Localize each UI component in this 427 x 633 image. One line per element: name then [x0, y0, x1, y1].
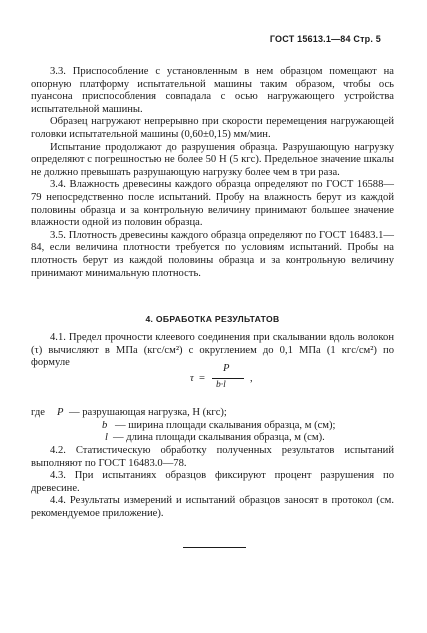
legend-row-l [31, 432, 401, 445]
formula-numerator: P [223, 363, 230, 374]
running-head: ГОСТ 15613.1—84 Стр. 5 [269, 34, 381, 44]
legend-symbol-p: P [57, 407, 64, 418]
paragraph-3-4: 3.4. Влажность древесины каждого образца определяют по ГОСТ 16588—79 непосредственно после испытаний. Пробу на влажность берут из каждой половины образца и за контрольную величину принимают большее значение влажности одной из половин образца. [31, 179, 394, 229]
section-4-heading: 4. ОБРАБОТКА РЕЗУЛЬТАТОВ [145, 314, 280, 324]
formula-comma: , [250, 373, 253, 384]
paragraph-4-4: 4.4. Результаты измерений и испытаний образцов заносят в протокол (см. рекомендуемое приложение). [31, 495, 394, 519]
formula-equals: = [199, 373, 205, 384]
paragraph-4-1-block [31, 332, 394, 370]
legend-text-p: — разрушающая нагрузка, Н (кгс); [69, 407, 227, 418]
fraction-bar [212, 378, 244, 379]
paragraph-3-5: 3.5. Плотность древесины каждого образца определяют по ГОСТ 16483.1—84, если величина плотности требуется по условиям испытаний. Пробы на плотность берут из каждой половины образца и за контрольную величину принимают минимальную плотность. [31, 229, 394, 279]
legend-symbol-l: l [105, 432, 108, 444]
formula-denominator: b·l [216, 380, 226, 390]
paragraph-3-3: 3.3. Приспособление с установленным в нем образцом помещают на опорную платформу испытательной машины таким образом, чтобы ось пуансона приспособления совпадала с осью нагружающего устройства испытательной машины. [31, 66, 394, 115]
end-rule [183, 547, 246, 548]
section-3-continuation [31, 66, 394, 280]
legend-text-l: — длина площади скалывания образца, м (см). [113, 432, 325, 444]
paragraph-4-3: 4.3. При испытаниях образцов фиксируют процент разрушения по древесине. [31, 470, 394, 494]
paragraph-4-1: 4.1. Предел прочности клеевого соединения при скалывании вдоль волокон (τ) вычисляют в МПа (кгс/см²) с округлением до 0,1 МПа (1 кгс/см²) по формуле [31, 332, 394, 369]
legend-symbol-b: b [102, 419, 108, 431]
paragraph-4-2: 4.2. Статистическую обработку полученных результатов испытаний выполняют по ГОСТ 16483.0—78. [31, 445, 394, 469]
formula-tau: τ [190, 373, 194, 384]
formula-legend [31, 407, 401, 445]
legend-row-p [31, 407, 401, 420]
legend-prefix: где [31, 407, 45, 418]
paragraph-test-procedure: Испытание продолжают до разрушения образца. Разрушающую нагрузку определяют с погрешностью не более 50 Н (5 кгс). Предельное значение шкалы не должно превышать разрушающую нагрузку более чем в три раза. [31, 141, 394, 178]
legend-text-b: — ширина площади скалывания образца, м (см); [115, 419, 336, 431]
paragraph-loading-speed: Образец нагружают непрерывно при скорости перемещения нагружающей головки испытательной машины (0,60±0,15) мм/мин. [31, 116, 394, 140]
section-4-remaining [31, 445, 394, 521]
legend-row-b [31, 420, 401, 433]
